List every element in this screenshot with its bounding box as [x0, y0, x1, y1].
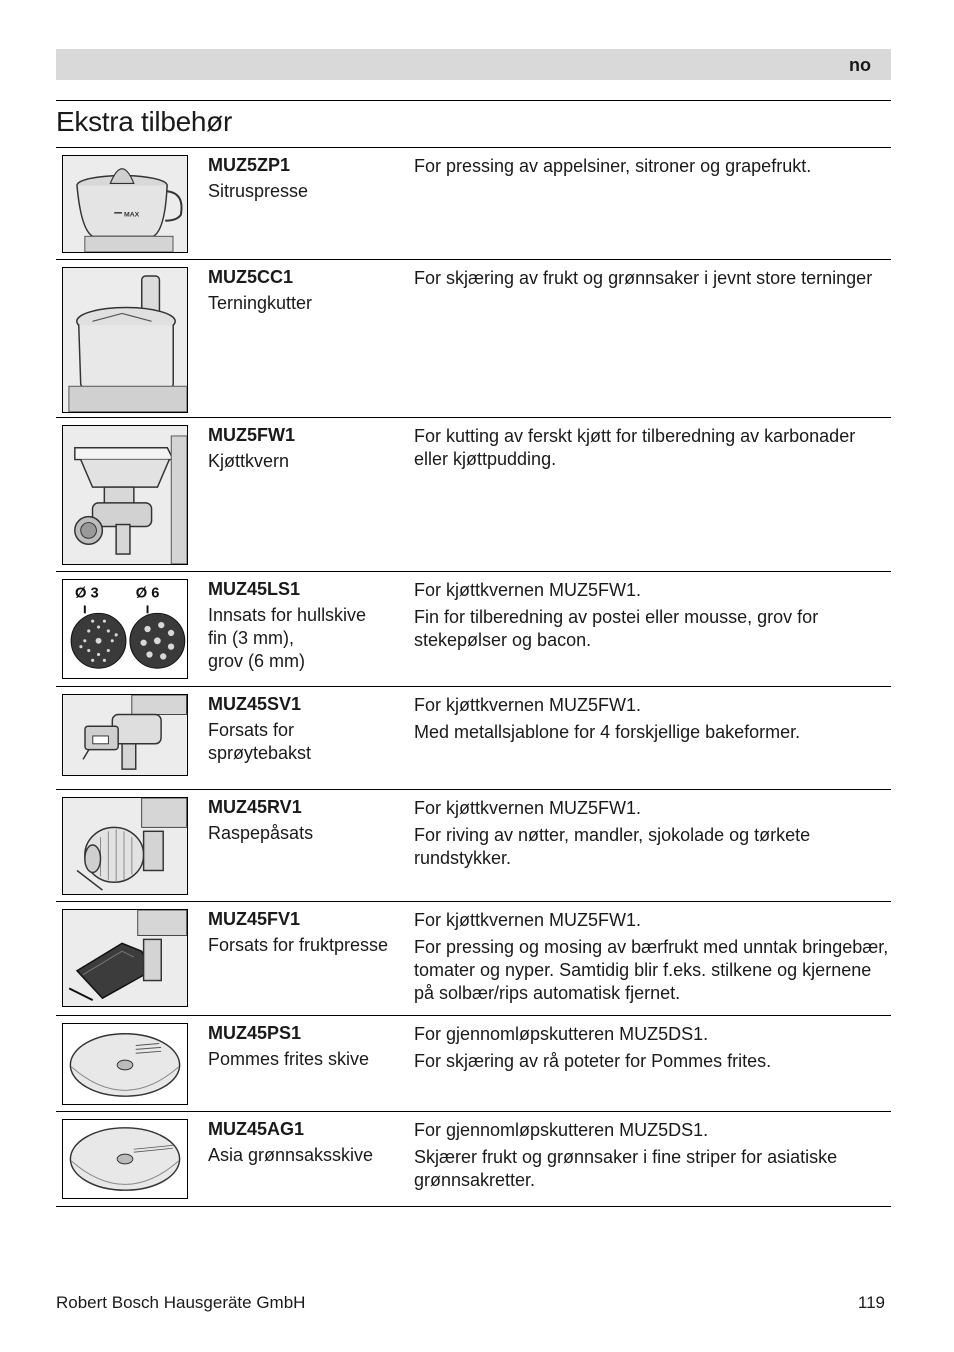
item-description: For skjæring av frukt og grønnsaker i jevnt store terninger	[414, 268, 873, 288]
accessory-item	[56, 789, 891, 901]
accessory-item	[56, 686, 891, 789]
dicer-icon	[62, 267, 188, 413]
accessory-item	[56, 1015, 891, 1111]
item-name: Innsats for hullskive fin (3 mm), grov (6 mm)	[208, 605, 367, 671]
perforated-discs-icon	[62, 579, 188, 679]
accessory-item	[56, 147, 891, 259]
page-number: 119	[857, 1293, 885, 1312]
item-name: Pommes frites skive	[208, 1049, 370, 1069]
footer-company: Robert Bosch Hausgeräte GmbH	[56, 1293, 306, 1312]
cookie-press-attachment-icon	[62, 694, 188, 776]
max-label: MAX	[124, 211, 140, 219]
language-bar	[56, 49, 891, 80]
accessory-list	[56, 147, 891, 1207]
item-code: MUZ45PS1	[208, 1023, 302, 1043]
item-code: MUZ5FW1	[208, 425, 295, 445]
accessory-item	[56, 571, 891, 686]
item-description: For kutting av ferskt kjøtt for tilberedning av karbonader eller kjøttpudding.	[414, 426, 856, 469]
item-name: Terningkutter	[208, 293, 313, 313]
item-description: For gjennomløpskutteren MUZ5DS1. For skjæring av rå poteter for Pommes frites.	[414, 1024, 772, 1071]
grater-attachment-icon	[62, 797, 188, 895]
item-name: Raspepåsats	[208, 823, 314, 843]
item-code: MUZ45RV1	[208, 797, 302, 817]
accessory-item	[56, 901, 891, 1015]
disc-fine-label: Ø 3	[75, 585, 99, 602]
item-code: MUZ45FV1	[208, 909, 301, 929]
item-description: For kjøttkvernen MUZ5FW1. For pressing og mosing av bærfrukt med unntak bringebær, tomater og nyper. Samtidig blir f.eks. stilkene og kjernene på solbær/rips automatisk fjernet.	[414, 910, 889, 1003]
language-code: no	[849, 55, 871, 75]
title-rule	[56, 100, 891, 101]
accessory-item	[56, 1111, 891, 1207]
item-code: MUZ45LS1	[208, 579, 301, 599]
item-name: Forsats for fruktpresse	[208, 935, 389, 955]
julienne-disc-icon	[62, 1119, 188, 1199]
item-name: Forsats for sprøytebakst	[208, 720, 312, 763]
item-name: Kjøttkvern	[208, 451, 290, 471]
item-description: For kjøttkvernen MUZ5FW1. For riving av nøtter, mandler, sjokolade og tørkete rundstykker.	[414, 798, 811, 868]
item-description: For kjøttkvernen MUZ5FW1. Med metallsjablone for 4 forskjellige bakeformer.	[414, 695, 801, 742]
item-name: Sitruspresse	[208, 181, 309, 201]
item-code: MUZ45AG1	[208, 1119, 305, 1139]
item-description: For pressing av appelsiner, sitroner og grapefrukt.	[414, 156, 812, 176]
accessory-item	[56, 259, 891, 417]
citrus-press-icon	[62, 155, 188, 253]
accessory-item	[56, 417, 891, 571]
meat-grinder-icon	[62, 425, 188, 565]
item-description: For kjøttkvernen MUZ5FW1. Fin for tilberedning av postei eller mousse, grov for stekepølser og bacon.	[414, 580, 819, 650]
item-code: MUZ45SV1	[208, 694, 302, 714]
disc-coarse-label: Ø 6	[135, 585, 160, 602]
page-title: Ekstra tilbehør	[56, 106, 232, 137]
fruit-press-attachment-icon	[62, 909, 188, 1007]
item-code: MUZ5ZP1	[208, 155, 291, 175]
item-name: Asia grønnsaksskive	[208, 1145, 374, 1165]
item-description: For gjennomløpskutteren MUZ5DS1. Skjærer frukt og grønnsaker i fine striper for asiatiske grønnsakretter.	[414, 1120, 838, 1190]
chip-cutting-disc-icon	[62, 1023, 188, 1105]
item-code: MUZ5CC1	[208, 267, 294, 287]
